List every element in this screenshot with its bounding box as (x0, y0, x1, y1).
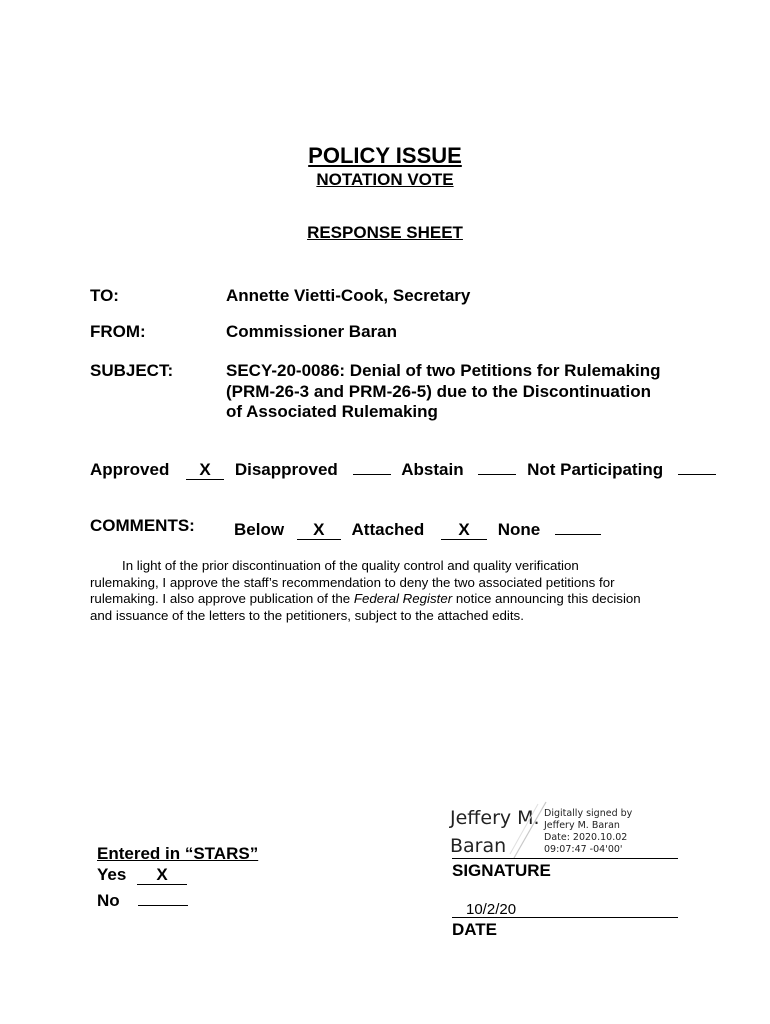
signature-detail: 09:07:47 -04'00' (544, 844, 623, 855)
abstain-label: Abstain (401, 460, 464, 479)
digital-signature-details (544, 808, 632, 856)
subject-line: of Associated Rulemaking (226, 402, 438, 421)
signature-line (452, 858, 678, 859)
below-blank[interactable]: X (297, 521, 341, 540)
signature-stroke-icon (508, 800, 548, 862)
comment-line: In light of the prior discontinuation of the quality control and quality verification (122, 558, 579, 573)
date-label: DATE (452, 920, 498, 939)
subject-line: (PRM-26-3 and PRM-26-5) due to the Discontinuation (226, 381, 652, 401)
abstain-blank[interactable] (478, 456, 516, 475)
date-line (452, 917, 678, 918)
comment-line: and issuance of the letters to the petitioners, subject to the attached edits. (90, 607, 524, 623)
signature-detail: Jeffery M. Baran (544, 820, 620, 831)
not-participating-blank[interactable] (678, 456, 716, 475)
approved-blank[interactable]: X (186, 461, 224, 480)
signer-name-line: Jeffery M. (450, 807, 540, 829)
subject-value (226, 361, 661, 423)
stars-yes-row (97, 865, 187, 885)
attached-label: Attached (351, 520, 425, 539)
no-blank[interactable] (138, 887, 188, 906)
yes-blank[interactable]: X (137, 866, 187, 885)
vote-row (90, 456, 716, 480)
comment-paragraph (90, 558, 690, 624)
disapproved-label: Disapproved (234, 460, 338, 479)
page-subtitle: NOTATION VOTE (316, 170, 454, 189)
attached-blank[interactable]: X (441, 521, 487, 540)
date-value: 10/2/20 (466, 901, 517, 918)
sheet-title: RESPONSE SHEET (307, 223, 463, 242)
comment-text: rulemaking. I also approve publication of the (90, 591, 354, 606)
subject-line: SECY-20-0086: Denial of two Petitions for Rulemaking (226, 361, 661, 380)
yes-label: Yes (97, 865, 127, 884)
federal-register-text: Federal Register (353, 591, 453, 606)
comment-line (90, 591, 690, 608)
stars-no-row (97, 887, 188, 911)
from-value: Commissioner Baran (226, 322, 397, 341)
comment-text: notice announcing this decision (452, 591, 641, 606)
signature-detail: Digitally signed by (544, 808, 633, 819)
signature-detail: Date: 2020.10.02 (544, 832, 628, 843)
comments-row (234, 516, 601, 540)
no-label: No (97, 891, 120, 910)
stars-title: Entered in “STARS” (97, 844, 259, 863)
from-label: FROM: (90, 322, 146, 341)
subject-label: SUBJECT: (90, 361, 174, 380)
comments-label: COMMENTS: (90, 516, 195, 535)
signer-name-line: Baran (450, 835, 507, 857)
approved-label: Approved (90, 460, 170, 479)
none-label: None (497, 520, 541, 539)
to-value: Annette Vietti-Cook, Secretary (226, 286, 471, 305)
to-label: TO: (90, 286, 119, 305)
not-participating-label: Not Participating (527, 460, 664, 479)
below-label: Below (234, 520, 285, 539)
none-blank[interactable] (555, 516, 601, 535)
page-title: POLICY ISSUE (308, 143, 462, 168)
comment-line: rulemaking, I approve the staff’s recommendation to deny the two associated petitions for (90, 574, 615, 590)
signature-label: SIGNATURE (452, 861, 551, 880)
disapproved-blank[interactable] (353, 456, 391, 475)
